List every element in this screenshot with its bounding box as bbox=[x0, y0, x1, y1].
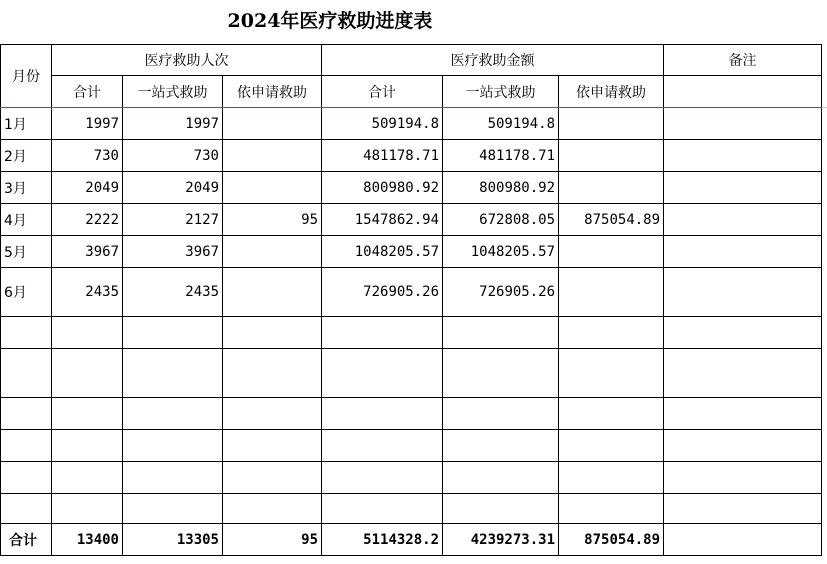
cell-remarks[interactable] bbox=[664, 140, 822, 172]
empty-cell[interactable] bbox=[1, 494, 52, 524]
cell-amount-total[interactable]: 1048205.57 bbox=[322, 236, 443, 268]
cell-month[interactable]: 6月 bbox=[1, 268, 52, 317]
cell-persons-onestop[interactable]: 2435 bbox=[123, 268, 223, 317]
empty-cell[interactable] bbox=[559, 349, 664, 398]
cell-amount-apply[interactable] bbox=[559, 140, 664, 172]
cell-amount-total[interactable]: 509194.8 bbox=[322, 108, 443, 140]
cell-amount-apply[interactable] bbox=[559, 108, 664, 140]
sheet-title: 2024年医疗救助进度表 bbox=[227, 10, 433, 32]
empty-cell[interactable] bbox=[223, 430, 322, 462]
cell-remarks[interactable] bbox=[664, 172, 822, 204]
empty-cell[interactable] bbox=[664, 317, 822, 349]
cell-remarks[interactable] bbox=[664, 268, 822, 317]
cell-remarks[interactable] bbox=[664, 236, 822, 268]
empty-cell[interactable] bbox=[52, 430, 123, 462]
empty-cell[interactable] bbox=[123, 462, 223, 494]
table-row bbox=[1, 140, 822, 172]
empty-cell[interactable] bbox=[443, 494, 559, 524]
empty-row bbox=[1, 494, 822, 524]
cell-amount-total[interactable]: 800980.92 bbox=[322, 172, 443, 204]
header-remarks-sub[interactable] bbox=[664, 76, 822, 108]
cell-persons-total[interactable]: 2435 bbox=[52, 268, 123, 317]
header-amount-apply[interactable]: 依申请救助 bbox=[559, 76, 664, 108]
freeze-pane-line bbox=[0, 107, 827, 108]
cell-remarks[interactable] bbox=[664, 204, 822, 236]
empty-cell[interactable] bbox=[1, 398, 52, 430]
empty-cell[interactable] bbox=[1, 317, 52, 349]
table-row bbox=[1, 172, 822, 204]
empty-cell[interactable] bbox=[223, 317, 322, 349]
empty-cell[interactable] bbox=[1, 430, 52, 462]
header-amount-onestop[interactable]: 一站式救助 bbox=[443, 76, 559, 108]
empty-cell[interactable] bbox=[52, 398, 123, 430]
empty-cell[interactable] bbox=[559, 317, 664, 349]
cell-persons-apply[interactable]: 95 bbox=[223, 204, 322, 236]
empty-cell[interactable] bbox=[223, 349, 322, 398]
cell-persons-onestop[interactable]: 2127 bbox=[123, 204, 223, 236]
empty-row bbox=[1, 317, 822, 349]
empty-cell[interactable] bbox=[322, 349, 443, 398]
empty-cell[interactable] bbox=[223, 462, 322, 494]
empty-cell[interactable] bbox=[1, 349, 52, 398]
empty-cell[interactable] bbox=[52, 462, 123, 494]
progress-table bbox=[0, 44, 822, 556]
cell-amount-total[interactable]: 726905.26 bbox=[322, 268, 443, 317]
cell-month[interactable]: 4月 bbox=[1, 204, 52, 236]
cell-persons-apply[interactable] bbox=[223, 108, 322, 140]
totals-persons-onestop[interactable]: 13305 bbox=[123, 524, 223, 556]
totals-amount-total[interactable]: 5114328.2 bbox=[322, 524, 443, 556]
table-row bbox=[1, 204, 822, 236]
cell-amount-apply[interactable] bbox=[559, 236, 664, 268]
empty-cell[interactable] bbox=[559, 462, 664, 494]
empty-cell[interactable] bbox=[443, 317, 559, 349]
empty-cell[interactable] bbox=[443, 398, 559, 430]
empty-row bbox=[1, 349, 822, 398]
empty-row bbox=[1, 430, 822, 462]
empty-cell[interactable] bbox=[559, 398, 664, 430]
empty-cell[interactable] bbox=[322, 462, 443, 494]
cell-persons-apply[interactable] bbox=[223, 236, 322, 268]
cell-amount-onestop[interactable]: 800980.92 bbox=[443, 172, 559, 204]
cell-persons-total[interactable]: 730 bbox=[52, 140, 123, 172]
empty-row bbox=[1, 462, 822, 494]
cell-persons-onestop[interactable]: 2049 bbox=[123, 172, 223, 204]
cell-persons-total[interactable]: 2222 bbox=[52, 204, 123, 236]
cell-amount-total[interactable]: 481178.71 bbox=[322, 140, 443, 172]
empty-cell[interactable] bbox=[322, 317, 443, 349]
empty-cell[interactable] bbox=[322, 430, 443, 462]
cell-persons-apply[interactable] bbox=[223, 172, 322, 204]
empty-cell[interactable] bbox=[52, 349, 123, 398]
cell-amount-onestop[interactable]: 726905.26 bbox=[443, 268, 559, 317]
empty-cell[interactable] bbox=[322, 398, 443, 430]
header-persons-total[interactable]: 合计 bbox=[52, 76, 123, 108]
empty-cell[interactable] bbox=[123, 317, 223, 349]
cell-amount-onestop[interactable]: 481178.71 bbox=[443, 140, 559, 172]
table-row bbox=[1, 236, 822, 268]
empty-cell[interactable] bbox=[52, 317, 123, 349]
cell-month[interactable]: 5月 bbox=[1, 236, 52, 268]
empty-cell[interactable] bbox=[559, 494, 664, 524]
empty-cell[interactable] bbox=[1, 462, 52, 494]
header-amount-total[interactable]: 合计 bbox=[322, 76, 443, 108]
empty-cell[interactable] bbox=[559, 430, 664, 462]
totals-label[interactable]: 合计 bbox=[1, 524, 52, 556]
empty-cell[interactable] bbox=[664, 398, 822, 430]
cell-persons-apply[interactable] bbox=[223, 268, 322, 317]
empty-cell[interactable] bbox=[223, 398, 322, 430]
cell-month[interactable]: 2月 bbox=[1, 140, 52, 172]
header-remarks[interactable]: 备注 bbox=[664, 45, 822, 76]
cell-persons-total[interactable]: 3967 bbox=[52, 236, 123, 268]
cell-amount-apply[interactable] bbox=[559, 172, 664, 204]
totals-persons-total[interactable]: 13400 bbox=[52, 524, 123, 556]
header-persons-onestop[interactable]: 一站式救助 bbox=[123, 76, 223, 108]
totals-persons-apply[interactable]: 95 bbox=[223, 524, 322, 556]
cell-amount-onestop[interactable]: 1048205.57 bbox=[443, 236, 559, 268]
totals-remarks[interactable] bbox=[664, 524, 822, 556]
totals-amount-onestop[interactable]: 4239273.31 bbox=[443, 524, 559, 556]
header-month[interactable]: 月份 bbox=[1, 45, 52, 108]
empty-cell[interactable] bbox=[123, 398, 223, 430]
cell-persons-apply[interactable] bbox=[223, 140, 322, 172]
cell-persons-onestop[interactable]: 1997 bbox=[123, 108, 223, 140]
empty-row bbox=[1, 398, 822, 430]
header-row-2 bbox=[1, 76, 822, 108]
header-amount-group[interactable]: 医疗救助金额 bbox=[322, 45, 664, 76]
empty-cell[interactable] bbox=[123, 430, 223, 462]
cell-remarks[interactable] bbox=[664, 108, 822, 140]
cell-month[interactable]: 3月 bbox=[1, 172, 52, 204]
empty-cell[interactable] bbox=[664, 430, 822, 462]
empty-cell[interactable] bbox=[322, 494, 443, 524]
cell-persons-total[interactable]: 1997 bbox=[52, 108, 123, 140]
empty-cell[interactable] bbox=[123, 349, 223, 398]
cell-persons-onestop[interactable]: 3967 bbox=[123, 236, 223, 268]
cell-amount-apply[interactable] bbox=[559, 268, 664, 317]
cell-amount-onestop[interactable]: 509194.8 bbox=[443, 108, 559, 140]
cell-amount-onestop[interactable]: 672808.05 bbox=[443, 204, 559, 236]
empty-cell[interactable] bbox=[123, 494, 223, 524]
totals-amount-apply[interactable]: 875054.89 bbox=[559, 524, 664, 556]
empty-cell[interactable] bbox=[664, 494, 822, 524]
cell-month[interactable]: 1月 bbox=[1, 108, 52, 140]
cell-persons-total[interactable]: 2049 bbox=[52, 172, 123, 204]
empty-cell[interactable] bbox=[52, 494, 123, 524]
header-row-1 bbox=[1, 45, 822, 76]
empty-cell[interactable] bbox=[223, 494, 322, 524]
cell-amount-apply[interactable]: 875054.89 bbox=[559, 204, 664, 236]
table-row bbox=[1, 108, 822, 140]
empty-cell[interactable] bbox=[443, 430, 559, 462]
empty-cell[interactable] bbox=[664, 462, 822, 494]
header-persons-apply[interactable]: 依申请救助 bbox=[223, 76, 322, 108]
empty-cell[interactable] bbox=[443, 349, 559, 398]
header-persons-group[interactable]: 医疗救助人次 bbox=[52, 45, 322, 76]
empty-cell[interactable] bbox=[664, 349, 822, 398]
totals-row bbox=[1, 524, 822, 556]
empty-cell[interactable] bbox=[443, 462, 559, 494]
cell-persons-onestop[interactable]: 730 bbox=[123, 140, 223, 172]
table-row bbox=[1, 268, 822, 317]
cell-amount-total[interactable]: 1547862.94 bbox=[322, 204, 443, 236]
